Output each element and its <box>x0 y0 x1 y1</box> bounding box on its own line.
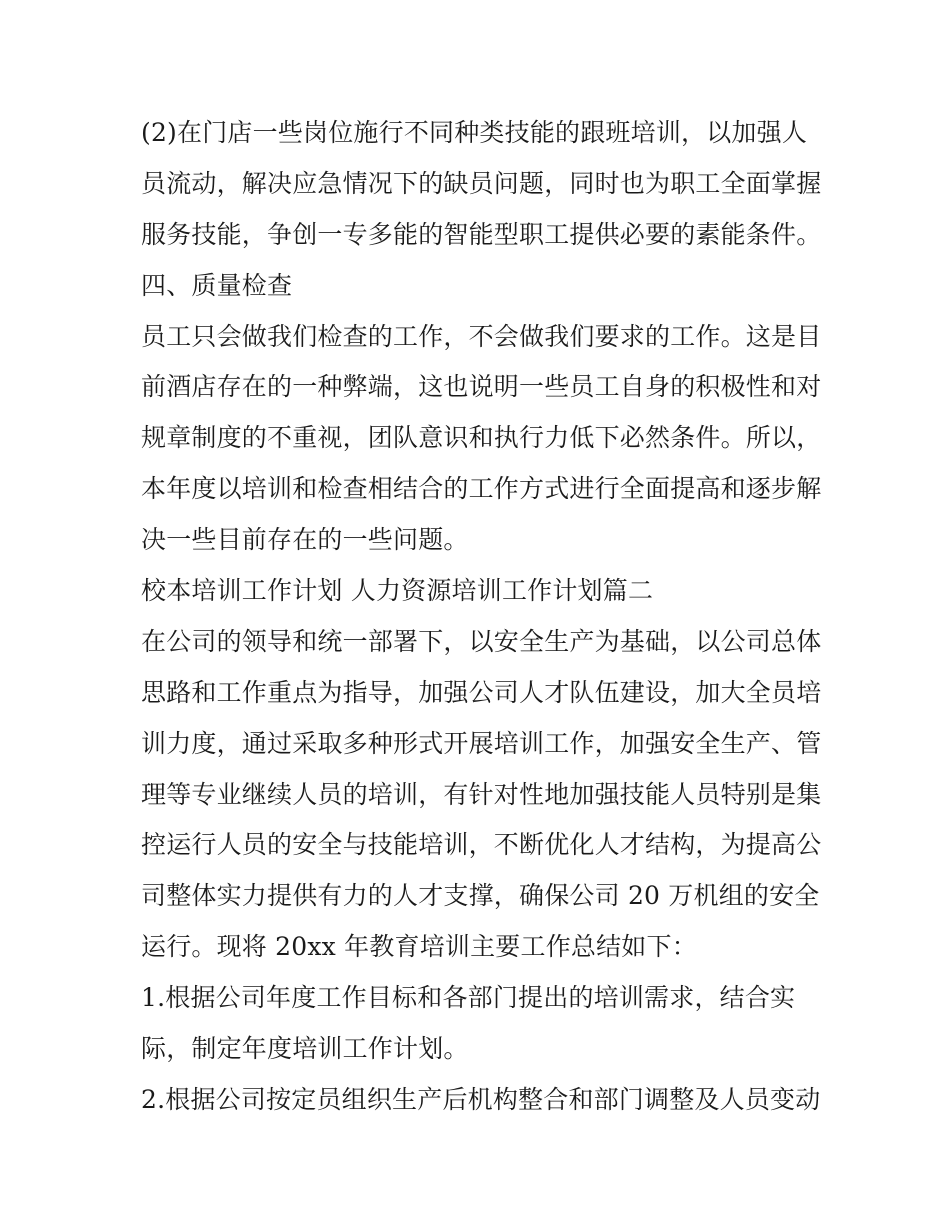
list-item: 1.根据公司年度工作目标和各部门提出的培训需求，结合实 <box>141 983 796 1013</box>
text-line: 员流动，解决应急情况下的缺员问题，同时也为职工全面掌握 <box>141 168 822 198</box>
text-line: 运行。现将 20xx 年教育培训主要工作总结如下： <box>141 932 697 962</box>
text-line: 际，制定年度培训工作计划。 <box>141 1034 469 1064</box>
text-line: 在公司的领导和统一部署下，以安全生产为基础，以公司总体 <box>141 626 822 656</box>
text-line: (2)在门店一些岗位施行不同种类技能的跟班培训，以加强人 <box>141 118 808 147</box>
text-line: 决一些目前存在的一些问题。 <box>141 525 469 555</box>
list-item: 2.根据公司按定员组织生产后机构整合和部门调整及人员变动 <box>141 1084 821 1114</box>
section-title: 校本培训工作计划 人力资源培训工作计划篇二 <box>141 576 654 606</box>
text-line: 规章制度的不重视，团队意识和执行力低下必然条件。所以， <box>141 423 822 453</box>
text-line: 服务技能，争创一专多能的智能型职工提供必要的素能条件。 <box>141 219 822 249</box>
text-line: 本年度以培训和检查相结合的工作方式进行全面提高和逐步解 <box>141 474 822 504</box>
text-line: 理等专业继续人员的培训，有针对性地加强技能人员特别是集 <box>141 779 822 809</box>
text-line: 控运行人员的安全与技能培训，不断优化人才结构，为提高公 <box>141 830 822 860</box>
text-line: 员工只会做我们检查的工作，不会做我们要求的工作。这是目 <box>141 321 822 351</box>
text-line: 司整体实力提供有力的人才支撑，确保公司 20 万机组的安全 <box>141 881 820 911</box>
text-line: 训力度，通过采取多种形式开展培训工作，加强安全生产、管 <box>141 728 822 758</box>
text-line: 思路和工作重点为指导，加强公司人才队伍建设，加大全员培 <box>141 677 822 707</box>
section-heading: 四、质量检查 <box>141 270 293 300</box>
text-line: 前酒店存在的一种弊端，这也说明一些员工自身的积极性和对 <box>141 372 822 402</box>
document-body <box>141 108 821 1126</box>
